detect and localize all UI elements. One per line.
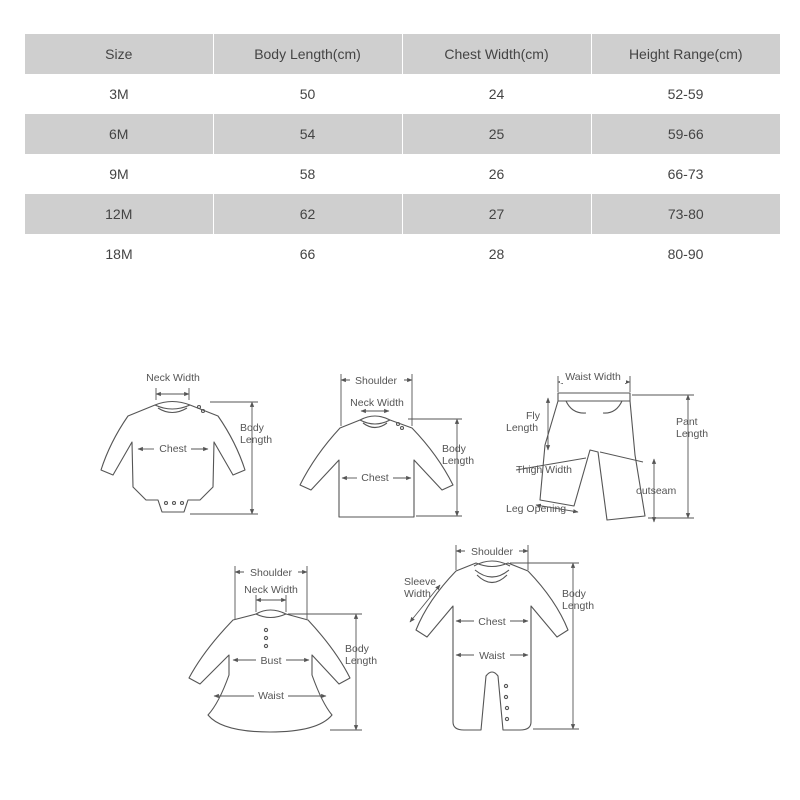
cell-body-length: 66 — [299, 246, 316, 262]
button-icon — [264, 644, 267, 647]
cell-chest-width: 25 — [402, 114, 591, 154]
waist-label: Waist — [479, 650, 505, 662]
bust-label: Bust — [260, 655, 282, 667]
button-icon — [173, 502, 176, 505]
header-size: Size — [25, 34, 213, 74]
outseam-guide — [600, 452, 643, 462]
pants-waistband — [558, 393, 630, 401]
cell-chest-width: 26 — [488, 166, 505, 182]
sleeve-width-label-line1: Sleeve — [404, 576, 437, 588]
cell-body-length: 50 — [299, 86, 316, 102]
cell-size: 18M — [105, 246, 133, 262]
outseam-label: outseam — [636, 485, 677, 497]
bodysuit-neck — [155, 402, 190, 406]
cell-height-range: 59-66 — [591, 114, 780, 154]
cell-body-length: 62 — [213, 194, 402, 234]
button-icon — [401, 427, 404, 430]
top-diagram — [300, 374, 474, 517]
shoulder-label: Shoulder — [354, 375, 398, 387]
button-icon — [505, 706, 508, 709]
pants-diagram — [506, 371, 708, 522]
neck-width-label: Neck Width — [146, 372, 200, 384]
button-icon — [165, 502, 168, 505]
body-length-label-line2: Length — [240, 434, 273, 446]
dress-neck — [256, 610, 286, 614]
body-length-label-line2: Length — [442, 455, 475, 467]
cell-size: 12M — [25, 194, 213, 234]
cell-chest-width: 28 — [488, 246, 505, 262]
bodysuit-outline — [101, 405, 245, 512]
button-icon — [202, 410, 205, 413]
fly-length-label-line1: Fly — [526, 410, 540, 422]
pant-length-label-line2: Length — [676, 428, 709, 440]
pants-pocket-left — [566, 401, 586, 413]
cell-height-range: 66-73 — [667, 166, 704, 182]
header-body-length: Body Length(cm) — [213, 34, 402, 74]
cell-height-range: 80-90 — [667, 246, 704, 262]
body-length-label-line1: Body — [562, 588, 586, 600]
leg-opening-label: Leg Opening — [506, 503, 567, 515]
cell-height-range: 52-59 — [667, 86, 704, 102]
cell-body-length: 54 — [213, 114, 402, 154]
pants-pocket-right — [603, 401, 622, 413]
cell-size: 3M — [109, 86, 129, 102]
button-icon — [504, 684, 507, 687]
cell-chest-width: 27 — [402, 194, 591, 234]
chest-label: Chest — [478, 616, 506, 628]
cell-size: 9M — [109, 166, 129, 182]
shoulder-label: Shoulder — [470, 546, 514, 558]
body-length-label-line2: Length — [345, 655, 378, 667]
top-neck — [360, 416, 390, 420]
dress-outline — [189, 614, 350, 732]
dress-diagram — [189, 566, 377, 732]
sleeve-width-label-line2: Width — [404, 588, 431, 600]
button-icon — [198, 406, 201, 409]
body-length-label-line1: Body — [240, 422, 264, 434]
shoulder-label: Shoulder — [249, 567, 293, 579]
neck-width-label: Neck Width — [350, 397, 404, 409]
fly-length-label-line2: Length — [506, 422, 539, 434]
button-icon — [505, 717, 508, 720]
waist-label: Waist — [258, 690, 284, 702]
chest-label: Chest — [361, 472, 389, 484]
top-outline — [300, 420, 453, 517]
thigh-width-label: Thigh Width — [516, 464, 573, 476]
button-icon — [504, 695, 507, 698]
cell-chest-width: 24 — [488, 86, 505, 102]
header-chest-width: Chest Width(cm) — [402, 34, 591, 74]
button-icon — [397, 423, 400, 426]
cell-body-length: 58 — [299, 166, 316, 182]
cell-height-range: 73-80 — [591, 194, 780, 234]
body-length-label-line1: Body — [442, 443, 466, 455]
romper-diagram — [404, 545, 594, 730]
body-length-label-line1: Body — [345, 643, 369, 655]
cell-size: 6M — [25, 114, 213, 154]
bodysuit-diagram — [101, 372, 272, 514]
romper-outline — [416, 563, 568, 730]
button-icon — [264, 636, 267, 639]
pant-length-label-line1: Pant — [676, 416, 698, 428]
romper-neck — [474, 561, 510, 566]
neck-width-label: Neck Width — [244, 584, 298, 596]
romper-collar — [475, 570, 509, 577]
chest-label: Chest — [159, 443, 187, 455]
button-icon — [264, 628, 267, 631]
romper-collar-inner — [477, 575, 507, 583]
body-length-label-line2: Length — [562, 600, 595, 612]
header-height-range: Height Range(cm) — [591, 34, 780, 74]
button-icon — [181, 502, 184, 505]
waist-width-label: Waist Width — [565, 371, 621, 383]
